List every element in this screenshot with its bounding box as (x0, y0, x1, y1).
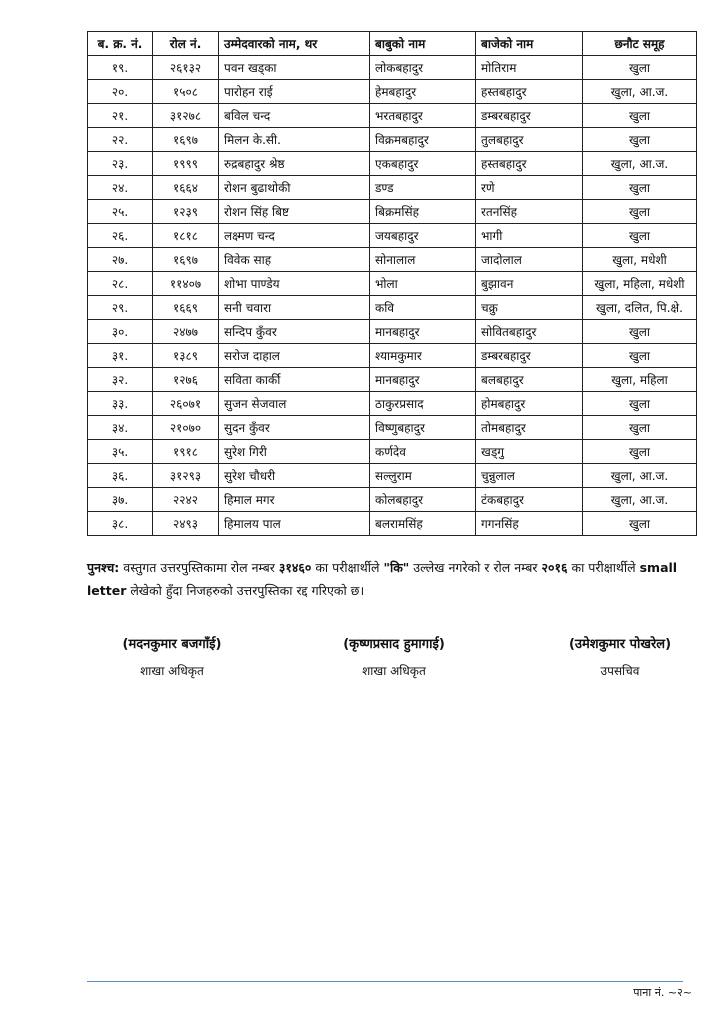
cell-father: भोला (370, 272, 476, 296)
cell-serial: ३८. (88, 512, 153, 536)
cell-grandfather: हस्तबहादुर (476, 80, 583, 104)
cell-name: हिमाल मगर (219, 488, 370, 512)
note-part5: लेखेको हुँदा निजहरुको उत्तरपुस्तिका रद्द गरिएको छ। (126, 583, 365, 598)
table-row (88, 368, 697, 392)
cell-group: खुला, आ.ज. (583, 152, 697, 176)
cell-group: खुला (583, 104, 697, 128)
cell-roll: १६६९ (153, 296, 219, 320)
table-row (88, 440, 697, 464)
cell-group: खुला, आ.ज. (583, 80, 697, 104)
cell-name: सुदन कुँवर (219, 416, 370, 440)
cell-father: कवि (370, 296, 476, 320)
page-number: पाना नं. ~२~ (633, 986, 692, 999)
cell-group: खुला (583, 56, 697, 80)
cell-name: सविता कार्की (219, 368, 370, 392)
cell-father: विक्रमबहादुर (370, 128, 476, 152)
cell-name: सुरेश चौधरी (219, 464, 370, 488)
table-row (88, 248, 697, 272)
header-father: बाबुको नाम (370, 32, 476, 56)
signature-block (87, 634, 699, 684)
cell-father: श्यामकुमार (370, 344, 476, 368)
cell-serial: ३७. (88, 488, 153, 512)
cell-group: खुला, आ.ज. (583, 488, 697, 512)
cell-name: बविल चन्द (219, 104, 370, 128)
cell-name: शोभा पाण्डेय (219, 272, 370, 296)
cell-name: रोशन सिंह बिष्ट (219, 200, 370, 224)
cell-serial: १९. (88, 56, 153, 80)
note-roll-a: ३१४६० (278, 560, 312, 575)
cell-roll: १८१८ (153, 224, 219, 248)
cell-serial: २७. (88, 248, 153, 272)
cell-grandfather: बलबहादुर (476, 368, 583, 392)
signatory-name: (उमेशकुमार पोखरेल) (568, 637, 672, 652)
cell-roll: ११४०७ (153, 272, 219, 296)
cell-grandfather: चुन्नुलाल (476, 464, 583, 488)
table-row (88, 80, 697, 104)
cell-group: खुला, महिला (583, 368, 697, 392)
signatory-name: (मदनकुमार बजगाँई) (122, 637, 222, 652)
cell-roll: २६०७१ (153, 392, 219, 416)
cell-grandfather: बुझावन (476, 272, 583, 296)
cell-group: खुला (583, 128, 697, 152)
cell-grandfather: सोवितबहादुर (476, 320, 583, 344)
cell-roll: २६१३२ (153, 56, 219, 80)
cell-name: सनी चवारा (219, 296, 370, 320)
cell-father: लोकबहादुर (370, 56, 476, 80)
cell-serial: २५. (88, 200, 153, 224)
table-row (88, 272, 697, 296)
cell-group: खुला (583, 224, 697, 248)
table-row (88, 392, 697, 416)
cell-grandfather: रणे (476, 176, 583, 200)
cell-roll: १३८९ (153, 344, 219, 368)
cell-name: विवेक साह (219, 248, 370, 272)
cell-father: सल्लुराम (370, 464, 476, 488)
cell-name: रुद्रबहादुर श्रेष्ठ (219, 152, 370, 176)
cell-roll: १६९७ (153, 248, 219, 272)
note-part4: का परीक्षार्थीले (567, 560, 640, 575)
cell-roll: २४९३ (153, 512, 219, 536)
cell-father: कर्णदेव (370, 440, 476, 464)
table-row (88, 344, 697, 368)
cell-name: हिमालय पाल (219, 512, 370, 536)
cell-serial: ३१. (88, 344, 153, 368)
cell-group: खुला, महिला, मधेशी (583, 272, 697, 296)
cell-serial: ३५. (88, 440, 153, 464)
cell-grandfather: टंकबहादुर (476, 488, 583, 512)
cell-serial: २४. (88, 176, 153, 200)
table-row (88, 488, 697, 512)
cell-name: सुरेश गिरी (219, 440, 370, 464)
signatory-3 (545, 634, 695, 679)
cell-group: खुला (583, 176, 697, 200)
cell-roll: २२४२ (153, 488, 219, 512)
cell-grandfather: डम्बरबहादुर (476, 344, 583, 368)
cell-group: खुला, मधेशी (583, 248, 697, 272)
cell-father: जयबहादुर (370, 224, 476, 248)
cell-grandfather: डम्बरबहादुर (476, 104, 583, 128)
cell-serial: २१. (88, 104, 153, 128)
cell-roll: ३१२७८ (153, 104, 219, 128)
cell-father: बलरामसिंह (370, 512, 476, 536)
table-row (88, 224, 697, 248)
cell-father: विष्णुबहादुर (370, 416, 476, 440)
cell-father: मानबहादुर (370, 368, 476, 392)
cell-group: खुला (583, 440, 697, 464)
cell-serial: २८. (88, 272, 153, 296)
cell-name: सन्दिप कुँवर (219, 320, 370, 344)
cell-grandfather: मोतिराम (476, 56, 583, 80)
cell-roll: २१०७० (153, 416, 219, 440)
cell-roll: ३१२९३ (153, 464, 219, 488)
cell-name: लक्ष्मण चन्द (219, 224, 370, 248)
cell-group: खुला, दलित, पि.क्षे. (583, 296, 697, 320)
cell-roll: १२३९ (153, 200, 219, 224)
cell-father: कोलबहादुर (370, 488, 476, 512)
table-row (88, 152, 697, 176)
table-row (88, 320, 697, 344)
note-part3: उल्लेख नगरेको र रोल नम्बर (409, 560, 542, 575)
cell-grandfather: होमबहादुर (476, 392, 583, 416)
cell-grandfather: भागी (476, 224, 583, 248)
table-row (88, 512, 697, 536)
table-row (88, 416, 697, 440)
table-row (88, 104, 697, 128)
cell-grandfather: तोमबहादुर (476, 416, 583, 440)
postscript-note (87, 556, 699, 602)
cell-roll: १२७६ (153, 368, 219, 392)
cell-serial: २३. (88, 152, 153, 176)
note-part1: वस्तुगत उत्तरपुस्तिकामा रोल नम्बर (119, 560, 279, 575)
cell-grandfather: जादोलाल (476, 248, 583, 272)
cell-roll: १९९९ (153, 152, 219, 176)
cell-roll: १६९७ (153, 128, 219, 152)
note-quoted: "कि" (383, 560, 410, 575)
cell-serial: ३४. (88, 416, 153, 440)
cell-roll: १९१८ (153, 440, 219, 464)
signatory-title: उपसचिव (600, 664, 640, 678)
cell-group: खुला, आ.ज. (583, 464, 697, 488)
signatory-title: शाखा अधिकृत (140, 664, 204, 678)
cell-father: मानबहादुर (370, 320, 476, 344)
cell-father: बिक्रमसिंह (370, 200, 476, 224)
cell-grandfather: चक्रु (476, 296, 583, 320)
cell-father: भरतबहादुर (370, 104, 476, 128)
cell-roll: १५०८ (153, 80, 219, 104)
cell-serial: ३६. (88, 464, 153, 488)
header-serial: ब. क्र. नं. (88, 32, 153, 56)
note-roll-b: २०१६ (541, 560, 568, 575)
table-body (88, 56, 697, 536)
cell-serial: ३२. (88, 368, 153, 392)
cell-name: सुजन सेजवाल (219, 392, 370, 416)
cell-group: खुला (583, 392, 697, 416)
cell-name: रोशन बुढाथोकी (219, 176, 370, 200)
signatory-name: (कृष्णप्रसाद हुमागाई) (343, 637, 445, 652)
table-row (88, 464, 697, 488)
cell-group: खुला (583, 416, 697, 440)
cell-grandfather: तुलबहादुर (476, 128, 583, 152)
signatory-title: शाखा अधिकृत (362, 664, 426, 678)
table-row (88, 296, 697, 320)
cell-father: ठाकुरप्रसाद (370, 392, 476, 416)
header-grandfather: बाजेको नाम (476, 32, 583, 56)
table-row (88, 128, 697, 152)
cell-grandfather: गगनसिंह (476, 512, 583, 536)
header-roll: रोल नं. (153, 32, 219, 56)
cell-serial: ३३. (88, 392, 153, 416)
table-header-row (88, 32, 697, 56)
cell-father: डण्ड (370, 176, 476, 200)
cell-group: खुला (583, 344, 697, 368)
cell-serial: २९. (88, 296, 153, 320)
header-name: उम्मेदवारको नाम, थर (219, 32, 370, 56)
cell-serial: ३०. (88, 320, 153, 344)
footer-rule (87, 981, 683, 982)
note-lead: पुनश्च: (87, 560, 120, 575)
cell-serial: २२. (88, 128, 153, 152)
cell-name: पवन खड्का (219, 56, 370, 80)
cell-grandfather: हस्तबहादुर (476, 152, 583, 176)
table-row (88, 56, 697, 80)
cell-father: एकबहादुर (370, 152, 476, 176)
cell-name: मिलन के.सी. (219, 128, 370, 152)
table-row (88, 176, 697, 200)
cell-serial: २०. (88, 80, 153, 104)
table-row (88, 200, 697, 224)
cell-father: हेमबहादुर (370, 80, 476, 104)
cell-roll: २४७७ (153, 320, 219, 344)
results-table (87, 31, 697, 536)
cell-serial: २६. (88, 224, 153, 248)
cell-grandfather: खड्गु (476, 440, 583, 464)
signatory-2 (319, 634, 469, 679)
cell-group: खुला (583, 512, 697, 536)
cell-name: सरोज दाहाल (219, 344, 370, 368)
header-group: छनौट समूह (583, 32, 697, 56)
cell-father: सोनालाल (370, 248, 476, 272)
cell-roll: १६६४ (153, 176, 219, 200)
note-small-letter: small letter (87, 560, 678, 598)
cell-group: खुला (583, 320, 697, 344)
cell-name: पारोहन राई (219, 80, 370, 104)
signatory-1 (97, 634, 247, 679)
note-part2: का परीक्षार्थीले (311, 560, 384, 575)
cell-group: खुला (583, 200, 697, 224)
cell-grandfather: रतनसिंह (476, 200, 583, 224)
